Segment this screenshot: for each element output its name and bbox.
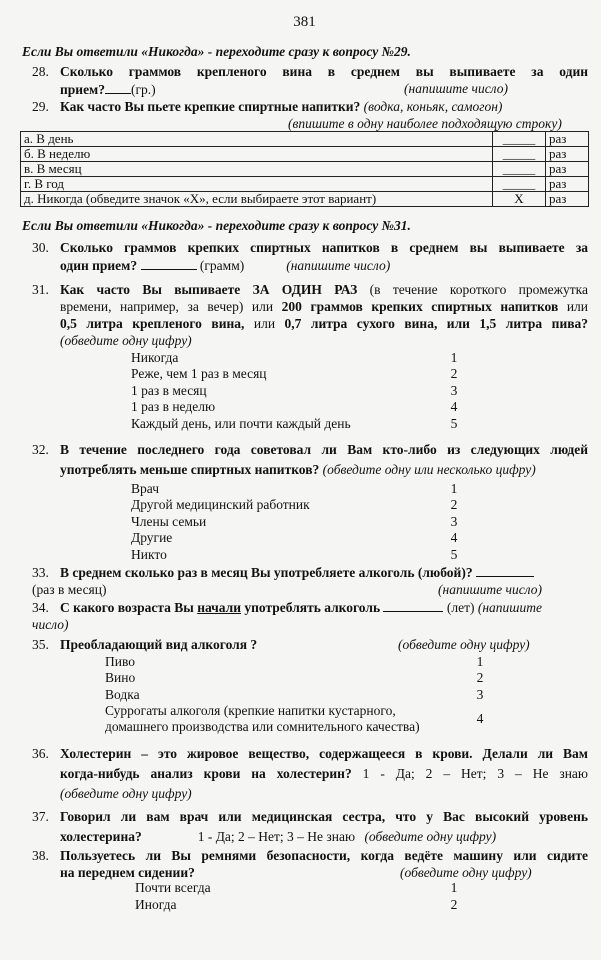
question-text-cont: один прием? xyxy=(60,257,138,273)
question-number: 32. xyxy=(32,442,49,457)
table-row xyxy=(21,147,589,162)
hint: (напишите xyxy=(477,600,542,615)
question-text-plain: или xyxy=(566,299,589,314)
question-number: 29. xyxy=(32,99,49,114)
question-number: 36. xyxy=(32,746,49,761)
question-text-plain: или xyxy=(253,316,276,331)
answer-cell[interactable]: Х xyxy=(493,192,546,207)
option-label: Суррогаты алкоголя (крепкие напитки кустарного, xyxy=(105,703,396,718)
row-label: г. В год xyxy=(21,177,493,192)
option-label: Каждый день, или почти каждый день xyxy=(131,416,351,431)
question-number: 33. xyxy=(32,565,49,580)
question-number: 31. xyxy=(32,282,49,297)
answer-blank[interactable] xyxy=(476,564,534,577)
answer-blank[interactable] xyxy=(383,599,443,612)
question-31 xyxy=(32,281,588,349)
question-text-cont: прием? xyxy=(60,81,106,97)
question-35 xyxy=(32,637,588,654)
option-code[interactable]: 1 xyxy=(450,481,458,496)
option-code[interactable]: 4 xyxy=(450,399,458,414)
question-text: Как часто Вы пьете крепкие спиртные напитки? xyxy=(60,99,361,114)
question-29 xyxy=(32,99,588,132)
hint: (обведите одну цифру) xyxy=(400,864,532,880)
hint-cont: число) xyxy=(32,616,69,632)
table-row xyxy=(21,162,589,177)
option-label: 1 раз в неделю xyxy=(131,399,216,414)
option-label-cont: домашнего производства или сомнительного качества) xyxy=(105,719,420,734)
question-text-plain: времени, например, за вечер) или xyxy=(60,299,274,314)
option-label: Почти всегда xyxy=(135,880,211,895)
row-label: а. В день xyxy=(21,132,493,147)
question-text: Сколько граммов крепленого вина в среднем вы выпиваете за один xyxy=(60,64,588,79)
answer-blank[interactable] xyxy=(105,81,131,94)
question-text-underlined: начали xyxy=(197,600,242,615)
option-code[interactable]: 4 xyxy=(476,711,484,726)
row-label: б. В неделю xyxy=(21,147,493,162)
option-label: Врач xyxy=(131,481,159,496)
option-code[interactable]: 2 xyxy=(476,670,484,685)
answer-choices[interactable]: 1 - Да; 2 – Нет; 3 – Не знаю xyxy=(362,766,589,781)
question-33 xyxy=(32,564,588,598)
question-text: Сколько граммов крепких спиртных напитков в среднем вы выпиваете за xyxy=(60,240,588,255)
table-row xyxy=(21,192,589,207)
question-text: В течение последнего года советовал ли Вам кто-либо из следующих людей xyxy=(60,442,588,457)
option-code[interactable]: 3 xyxy=(476,687,484,702)
hint: (впишите в одну наиболее подходящую строку) xyxy=(288,115,562,131)
question-number: 35. xyxy=(32,637,49,652)
question-text-cont: холестерина? xyxy=(60,829,142,844)
unit-label: (лет) xyxy=(446,600,475,615)
unit-label: (раз в месяц) xyxy=(32,581,107,597)
question-number: 38. xyxy=(32,848,49,863)
hint: (обведите одну или несколько цифру) xyxy=(322,462,536,477)
answer-choices[interactable]: 1 - Да; 2 – Нет; 3 – Не знаю xyxy=(197,829,356,844)
option-code[interactable]: 1 xyxy=(450,350,458,365)
table-row xyxy=(21,177,589,192)
option-code[interactable]: 2 xyxy=(450,897,458,912)
option-label: Никогда xyxy=(131,350,179,365)
option-code[interactable]: 3 xyxy=(450,383,458,398)
unit-cell: раз xyxy=(546,162,589,177)
option-code[interactable]: 5 xyxy=(450,547,458,562)
answer-cell[interactable]: _____ xyxy=(493,177,546,192)
question-number: 28. xyxy=(32,64,49,79)
question-text-bold: 0,5 литра крепленого вина, xyxy=(60,316,245,331)
question-text: Как часто Вы выпиваете ЗА ОДИН РАЗ xyxy=(60,282,358,297)
option-label: Другие xyxy=(131,530,173,545)
question-text-plain: (в течение короткого промежутка xyxy=(369,282,588,297)
option-code[interactable]: 1 xyxy=(476,654,484,669)
question-37 xyxy=(32,807,588,847)
unit-cell: раз xyxy=(546,132,589,147)
option-code[interactable]: 2 xyxy=(450,366,458,381)
question-text: Говорил ли вам врач или медицинская сестра, что у Вас высокий уровень xyxy=(60,809,588,824)
option-code[interactable]: 4 xyxy=(450,530,458,545)
option-code[interactable]: 2 xyxy=(450,497,458,512)
hint: (напишите число) xyxy=(286,257,391,273)
question-text-cont: употреблять алкоголь xyxy=(244,600,381,615)
unit-cell: раз xyxy=(546,192,589,207)
question-text: Пользуетесь ли Вы ремнями безопасности, когда ведёте машину или сидите xyxy=(60,848,588,863)
answer-cell[interactable]: _____ xyxy=(493,147,546,162)
answer-blank[interactable] xyxy=(141,257,197,270)
frequency-table xyxy=(20,131,589,207)
option-code[interactable]: 5 xyxy=(450,416,458,431)
answer-cell[interactable]: _____ xyxy=(493,162,546,177)
question-number: 34. xyxy=(32,600,49,615)
page-edge xyxy=(601,0,609,960)
skip-instruction-31: Если Вы ответили «Никогда» - переходите сразу к вопросу №31. xyxy=(22,218,411,233)
table-row xyxy=(21,132,589,147)
hint: (напишите число) xyxy=(438,581,542,597)
option-label: Вино xyxy=(105,670,136,685)
question-number: 37. xyxy=(32,809,49,824)
unit-label: (грамм) xyxy=(199,257,245,273)
option-label: Другой медицинский работник xyxy=(131,497,310,512)
hint: (обведите одну цифру) xyxy=(60,333,192,348)
question-34 xyxy=(32,599,588,633)
hint: (обведите одну цифру) xyxy=(60,786,192,801)
question-number: 30. xyxy=(32,240,49,255)
hint: (обведите одну цифру) xyxy=(364,829,497,844)
question-text-cont: употреблять меньше спиртных напитков? xyxy=(60,462,320,477)
question-text-bold: 200 граммов крепких спиртных напитков xyxy=(281,299,559,314)
question-text: В среднем сколько раз в месяц Вы употребляете алкоголь (любой)? xyxy=(60,565,473,580)
hint: (напишите число) xyxy=(404,80,508,96)
question-38 xyxy=(32,848,588,881)
question-30 xyxy=(32,240,588,274)
unit-cell: раз xyxy=(546,147,589,162)
option-label: Водка xyxy=(105,687,140,702)
question-text: Преобладающий вид алкоголя ? xyxy=(60,637,258,652)
answer-cell[interactable]: _____ xyxy=(493,132,546,147)
question-text: Холестерин – это жировое вещество, содержащееся в крови. Делали ли Вам xyxy=(60,746,588,761)
question-text: С какого возраста Вы xyxy=(60,600,194,615)
question-text-cont: когда-нибудь анализ крови на холестерин? xyxy=(60,766,352,781)
option-code[interactable]: 3 xyxy=(450,514,458,529)
question-text-cont: на переднем сидении? xyxy=(60,864,195,880)
question-36 xyxy=(32,744,588,804)
page-number: 381 xyxy=(293,14,316,30)
question-text-bold: 0,7 литра сухого вина, или 1,5 литра пива? xyxy=(284,316,589,331)
row-label: в. В месяц xyxy=(21,162,493,177)
option-label: Иногда xyxy=(135,897,177,912)
skip-instruction-29: Если Вы ответили «Никогда» - переходите сразу к вопросу №29. xyxy=(22,44,411,59)
option-label: 1 раз в месяц xyxy=(131,383,207,398)
hint: (обведите одну цифру) xyxy=(398,637,530,652)
row-label: д. Никогда (обведите значок «Х», если выбираете этот вариант) xyxy=(21,192,493,207)
option-code[interactable]: 1 xyxy=(450,880,458,895)
question-32 xyxy=(32,440,588,480)
unit-label: (гр.) xyxy=(131,81,156,97)
option-label: Члены семьи xyxy=(131,514,207,529)
option-label: Никто xyxy=(131,547,167,562)
unit-cell: раз xyxy=(546,177,589,192)
question-28 xyxy=(32,64,588,98)
option-label: Реже, чем 1 раз в месяц xyxy=(131,366,267,381)
question-paren: (водка, коньяк, самогон) xyxy=(363,99,503,114)
option-label: Пиво xyxy=(105,654,136,669)
